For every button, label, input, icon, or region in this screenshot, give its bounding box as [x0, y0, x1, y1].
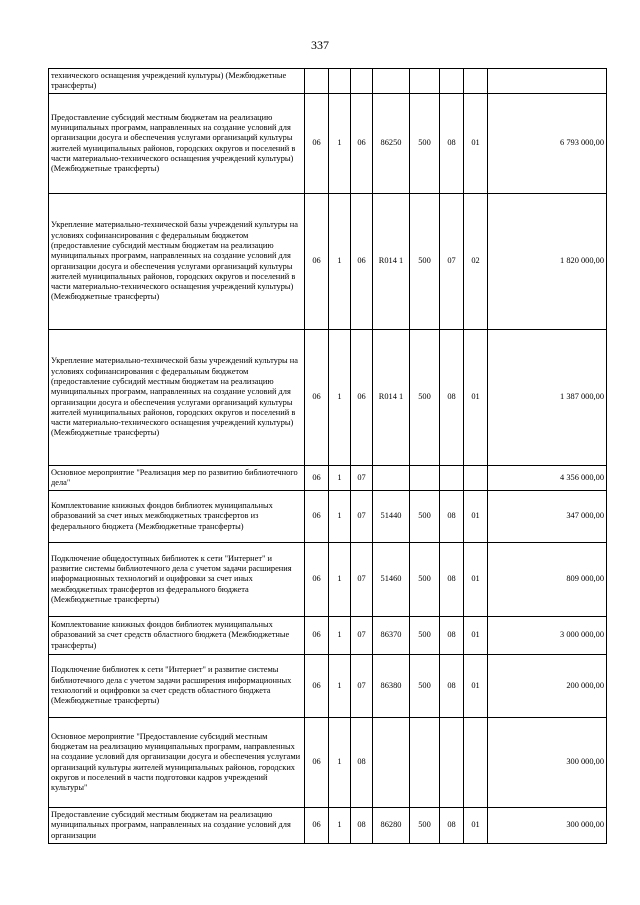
cell-code-3: 07 — [351, 466, 373, 491]
cell-code-7: 01 — [464, 330, 488, 466]
cell-code-5 — [410, 466, 440, 491]
cell-code-2: 1 — [329, 94, 351, 194]
cell-code-1: 06 — [305, 617, 329, 655]
cell-code-5 — [410, 69, 440, 94]
cell-code-6: 07 — [440, 194, 464, 330]
cell-code-3: 08 — [351, 808, 373, 844]
cell-code-7: 01 — [464, 655, 488, 718]
cell-code-1: 06 — [305, 466, 329, 491]
row-description: Подключение библиотек к сети "Интернет" и развитие системы библиотечного дела с учетом задачи расширения информационных технологий и оцифровки за счет средств областного бюджета (Межбюджетные трансферты) — [49, 655, 305, 718]
cell-code-1: 06 — [305, 194, 329, 330]
cell-code-2: 1 — [329, 466, 351, 491]
cell-code-7: 01 — [464, 808, 488, 844]
table-row — [49, 808, 607, 844]
row-amount: 300 000,00 — [488, 808, 607, 844]
cell-code-7 — [464, 718, 488, 808]
cell-code-4: 86370 — [373, 617, 410, 655]
cell-code-2: 1 — [329, 543, 351, 617]
cell-code-5: 500 — [410, 655, 440, 718]
table-row — [49, 194, 607, 330]
row-amount: 1 387 000,00 — [488, 330, 607, 466]
cell-code-2: 1 — [329, 808, 351, 844]
cell-code-1 — [305, 69, 329, 94]
cell-code-4 — [373, 466, 410, 491]
cell-code-2: 1 — [329, 718, 351, 808]
cell-code-4: 86280 — [373, 808, 410, 844]
cell-code-1: 06 — [305, 94, 329, 194]
row-description: Предоставление субсидий местным бюджетам на реализацию муниципальных программ, направленных на создание условий для организации досуга и обеспечения услугами организаций культуры жителей муниципальных районов, городских округов и поселений в части материально-технического оснащения учреждений культуры) (Межбюджетные трансферты) — [49, 94, 305, 194]
cell-code-7: 01 — [464, 491, 488, 543]
cell-code-6: 08 — [440, 808, 464, 844]
row-amount: 200 000,00 — [488, 655, 607, 718]
row-description: Основное мероприятие "Реализация мер по развитию библиотечного дела" — [49, 466, 305, 491]
row-amount: 347 000,00 — [488, 491, 607, 543]
cell-code-3: 07 — [351, 491, 373, 543]
row-description: Укрепление материально-технической базы учреждений культуры на условиях софинансирования с федеральным бюджетом (предоставление субсидий местным бюджетам на реализацию муниципальных программ, направленных на создание условий для организации досуга и обеспечения услугами организаций культуры жителей муниципальных районов, городских округов и поселений в части материально-технического оснащения учреждений культуры) (Межбюджетные трансферты) — [49, 194, 305, 330]
cell-code-1: 06 — [305, 330, 329, 466]
cell-code-4: 51440 — [373, 491, 410, 543]
cell-code-3: 06 — [351, 194, 373, 330]
cell-code-1: 06 — [305, 718, 329, 808]
table-row — [49, 466, 607, 491]
cell-code-1: 06 — [305, 808, 329, 844]
table-row — [49, 491, 607, 543]
row-amount: 809 000,00 — [488, 543, 607, 617]
cell-code-3: 08 — [351, 718, 373, 808]
budget-table — [48, 68, 607, 844]
cell-code-6: 08 — [440, 617, 464, 655]
cell-code-4: 86380 — [373, 655, 410, 718]
cell-code-7: 01 — [464, 94, 488, 194]
cell-code-2 — [329, 69, 351, 94]
cell-code-4: R014 1 — [373, 330, 410, 466]
cell-code-6: 08 — [440, 543, 464, 617]
cell-code-5: 500 — [410, 330, 440, 466]
cell-code-1: 06 — [305, 655, 329, 718]
table-row — [49, 543, 607, 617]
row-description: технического оснащения учреждений культуры) (Межбюджетные трансферты) — [49, 69, 305, 94]
cell-code-7: 01 — [464, 543, 488, 617]
row-amount — [488, 69, 607, 94]
cell-code-7 — [464, 69, 488, 94]
cell-code-2: 1 — [329, 617, 351, 655]
row-amount: 4 356 000,00 — [488, 466, 607, 491]
row-description: Предоставление субсидий местным бюджетам на реализацию муниципальных программ, направленных на создание условий для организации — [49, 808, 305, 844]
table-row — [49, 94, 607, 194]
table-row — [49, 617, 607, 655]
cell-code-6: 08 — [440, 491, 464, 543]
cell-code-2: 1 — [329, 194, 351, 330]
cell-code-6 — [440, 718, 464, 808]
table-row — [49, 655, 607, 718]
cell-code-5: 500 — [410, 94, 440, 194]
cell-code-6: 08 — [440, 330, 464, 466]
cell-code-3: 06 — [351, 94, 373, 194]
cell-code-4: 51460 — [373, 543, 410, 617]
cell-code-5: 500 — [410, 617, 440, 655]
cell-code-2: 1 — [329, 491, 351, 543]
cell-code-5: 500 — [410, 491, 440, 543]
row-amount: 300 000,00 — [488, 718, 607, 808]
table-row — [49, 330, 607, 466]
cell-code-6 — [440, 466, 464, 491]
cell-code-1: 06 — [305, 491, 329, 543]
cell-code-6: 08 — [440, 94, 464, 194]
row-description: Укрепление материально-технической базы учреждений культуры на условиях софинансирования с федеральным бюджетом (предоставление субсидий местным бюджетам на реализацию муниципальных программ, направленных на создание условий для организации досуга и обеспечения услугами организаций культуры жителей муниципальных районов, городских округов и поселений в части материально-технического оснащения учреждений культуры) (Межбюджетные трансферты) — [49, 330, 305, 466]
cell-code-1: 06 — [305, 543, 329, 617]
row-description: Комплектование книжных фондов библиотек муниципальных образований за счет иных межбюджетных трансфертов из федерального бюджета (Межбюджетные трансферты) — [49, 491, 305, 543]
cell-code-3: 07 — [351, 617, 373, 655]
row-description: Подключение общедоступных библиотек к сети "Интернет" и развитие системы библиотечного дела с учетом задачи расширения информационных технологий и оцифровки за счет иных межбюджетных трансфертов из федерального бюджета (Межбюджетные трансферты) — [49, 543, 305, 617]
cell-code-5: 500 — [410, 543, 440, 617]
cell-code-3: 07 — [351, 543, 373, 617]
cell-code-4: 86250 — [373, 94, 410, 194]
cell-code-4 — [373, 718, 410, 808]
cell-code-2: 1 — [329, 655, 351, 718]
row-description: Комплектование книжных фондов библиотек муниципальных образований за счет средств областного бюджета (Межбюджетные трансферты) — [49, 617, 305, 655]
page-number: 337 — [311, 38, 329, 52]
row-amount: 3 000 000,00 — [488, 617, 607, 655]
cell-code-6 — [440, 69, 464, 94]
cell-code-3 — [351, 69, 373, 94]
row-amount: 1 820 000,00 — [488, 194, 607, 330]
cell-code-5: 500 — [410, 194, 440, 330]
cell-code-7: 01 — [464, 617, 488, 655]
cell-code-2: 1 — [329, 330, 351, 466]
cell-code-3: 06 — [351, 330, 373, 466]
cell-code-5: 500 — [410, 808, 440, 844]
row-description: Основное мероприятие "Предоставление субсидий местным бюджетам на реализацию муниципальных программ, направленных на создание условий для организации досуга и обеспечения услугами организаций культуры жителей муниципальных районов, городских округов и поселений в части подготовки кадров учреждений культуры" — [49, 718, 305, 808]
cell-code-5 — [410, 718, 440, 808]
cell-code-7 — [464, 466, 488, 491]
cell-code-7: 02 — [464, 194, 488, 330]
table-row — [49, 69, 607, 94]
table-row — [49, 718, 607, 808]
cell-code-4: R014 1 — [373, 194, 410, 330]
cell-code-3: 07 — [351, 655, 373, 718]
row-amount: 6 793 000,00 — [488, 94, 607, 194]
cell-code-4 — [373, 69, 410, 94]
cell-code-6: 08 — [440, 655, 464, 718]
